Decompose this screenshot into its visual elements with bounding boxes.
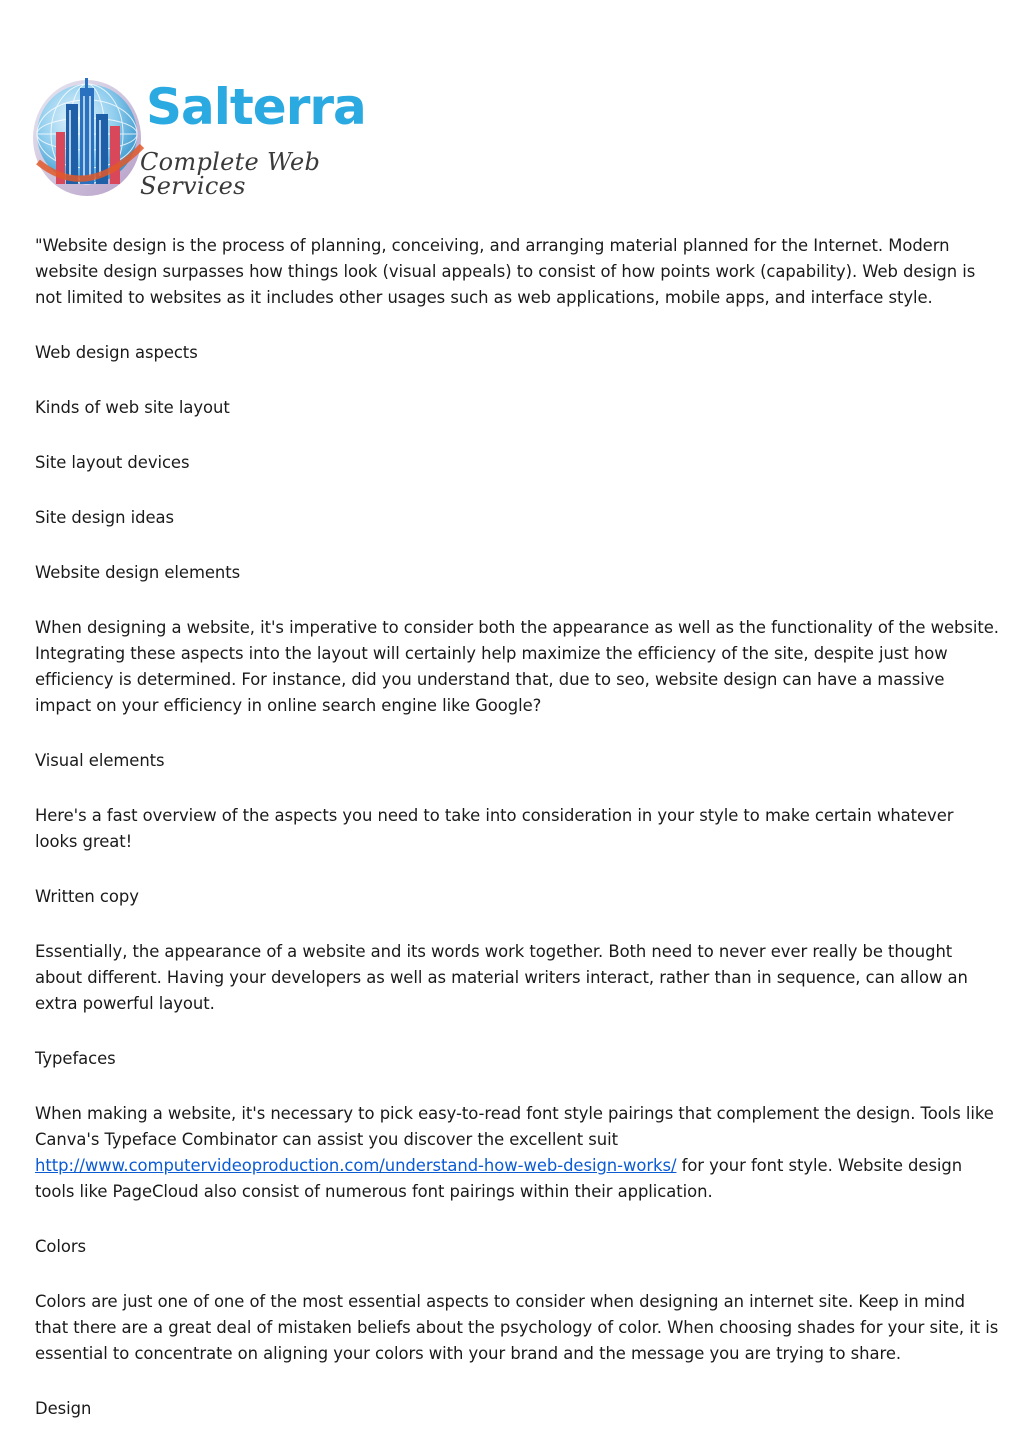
written-copy-paragraph: Essentially, the appearance of a website and its words work together. Both need to never ever really be thought about different. Having your developers as well as material writers interact, rather than in sequence, can allow an extra powerful layout. [35,942,968,1013]
logo-brand-name: Salterra [146,78,366,136]
typefaces-paragraph [35,1101,1000,1205]
heading-site-design-ideas: Site design ideas [35,508,175,527]
globe-city-logo-icon [30,74,148,200]
heading-site-layout-devices: Site layout devices [35,453,190,472]
heading-typefaces: Typefaces [35,1049,116,1068]
article-body [35,233,1000,1451]
heading-website-design-elements: Website design elements [35,563,241,582]
intro-paragraph: "Website design is the process of planning, conceiving, and arranging material planned for the Internet. Modern website design surpasses how things look (visual appeals) to consist of how points work (capability). Web design is not limited to websites as it includes other usages such as web applications, mobile apps, and interface style. [35,236,976,307]
heading-colors: Colors [35,1237,87,1256]
heading-visual-elements: Visual elements [35,751,165,770]
computervideoproduction-link[interactable]: http://www.computervideoproduction.com/understand-how-web-design-works/ [35,1156,677,1175]
visual-elements-paragraph: Here's a fast overview of the aspects you need to take into consideration in your style to make certain whatever looks great! [35,806,954,851]
typefaces-text-before: When making a website, it's necessary to pick easy-to-read font style pairings that complement the design. Tools like Canva's Typeface Combinator can assist you discover the excellent suit [35,1104,994,1149]
heading-written-copy: Written copy [35,887,139,906]
salterra-logo [30,74,390,200]
elements-paragraph: When designing a website, it's imperative to consider both the appearance as well as the functionality of the website. Integrating these aspects into the layout will certainly help maximize the efficiency of the site, despite just how efficiency is determined. For instance, did you understand that, due to seo, website design can have a massive impact on your efficiency in online search engine like Google? [35,618,999,715]
heading-design: Design [35,1399,92,1418]
heading-web-design-aspects: Web design aspects [35,343,198,362]
heading-kinds-of-layout: Kinds of web site layout [35,398,230,417]
logo-tagline: Complete Web Services [140,148,321,200]
colors-paragraph: Colors are just one of one of the most essential aspects to consider when designing an internet site. Keep in mind that there are a great deal of mistaken beliefs about the psychology of color. When choosing shades for your site, it is essential to concentrate on aligning your colors with your brand and the message you are trying to share. [35,1292,999,1363]
typefaces-text-after: for your font style. Website design tools like PageCloud also consist of numerous font pairings within their application. [35,1156,963,1201]
